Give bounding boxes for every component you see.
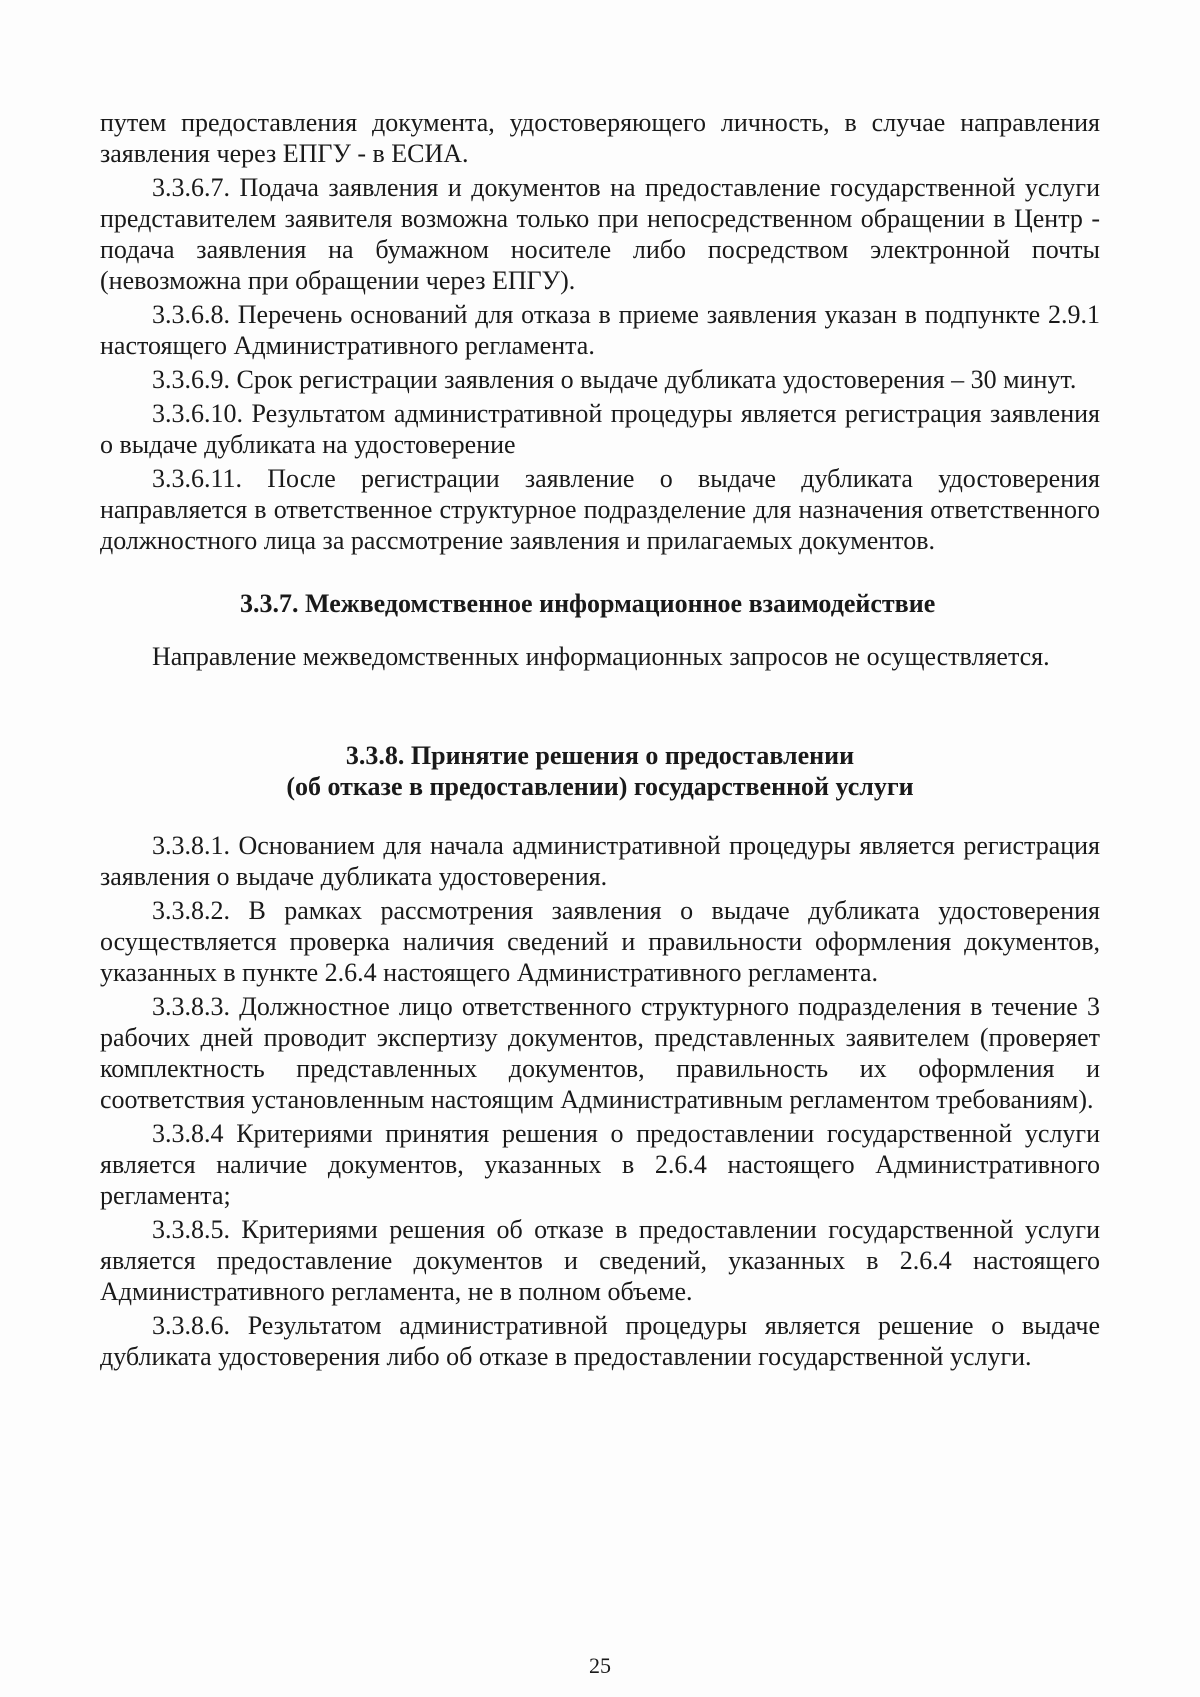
page-number: 25 [589, 1653, 611, 1678]
paragraph-3-3-6-10: 3.3.6.10. Результатом административной процедуры является регистрация заявления о выдаче дубликата на удостоверение [100, 399, 1100, 459]
section-heading-3-3-8 [100, 740, 1100, 802]
paragraph-3-3-6-9: 3.3.6.9. Срок регистрации заявления о выдаче дубликата удостоверения – 30 минут. [152, 365, 1077, 394]
paragraph-3-3-8-4: 3.3.8.4 Критериями принятия решения о предоставлении государственной услуги является наличие документов, указанных в 2.6.4 настоящего Административного регламента; [100, 1119, 1100, 1210]
page-content [100, 107, 1100, 1372]
paragraph-3-3-8-2: 3.3.8.2. В рамках рассмотрения заявления о выдаче дубликата удостоверения осуществляется проверка наличия сведений и правильности оформления документов, указанных в пункте 2.6.4 настоящего Административного регламента. [100, 896, 1100, 987]
paragraph-continuation: путем предоставления документа, удостоверяющего личность, в случае направления заявления через ЕПГУ - в ЕСИА. [100, 108, 1100, 168]
paragraph-3-3-6-11: 3.3.6.11. После регистрации заявление о выдаче дубликата удостоверения направляется в ответственное структурное подразделение для назначения ответственного должностного лица за рассмотрение заявления и прилагаемых документов. [100, 464, 1100, 555]
paragraph-3-3-7: Направление межведомственных информационных запросов не осуществляется. [152, 642, 1050, 671]
section-heading-3-3-8-line2: (об отказе в предоставлении) государственной услуги [286, 772, 914, 801]
paragraph-3-3-8-3: 3.3.8.3. Должностное лицо ответственного структурного подразделения в течение 3 рабочих дней проводит экспертизу документов, представленных заявителем (проверяет комплектность представленных документов, правильность их оформления и соответствия установленным настоящим Административным регламентом требованиям). [100, 992, 1100, 1114]
paragraph-3-3-8-1: 3.3.8.1. Основанием для начала административной процедуры является регистрация заявления о выдаче дубликата удостоверения. [100, 831, 1100, 891]
paragraph-3-3-8-6: 3.3.8.6. Результатом административной процедуры является решение о выдаче дубликата удостоверения либо об отказе в предоставлении государственной услуги. [100, 1311, 1100, 1371]
paragraph-3-3-6-7: 3.3.6.7. Подача заявления и документов на предоставление государственной услуги представителем заявителя возможна только при непосредственном обращении в Центр - подача заявления на бумажном носителе либо посредством электронной почты (невозможна при обращении через ЕПГУ). [100, 173, 1100, 295]
paragraph-3-3-6-8: 3.3.6.8. Перечень оснований для отказа в приеме заявления указан в подпункте 2.9.1 настоящего Административного регламента. [100, 300, 1100, 360]
section-heading-3-3-7: 3.3.7. Межведомственное информационное взаимодействие [240, 589, 936, 618]
section-heading-3-3-8-line1: 3.3.8. Принятие решения о предоставлении [345, 741, 855, 770]
paragraph-3-3-8-5: 3.3.8.5. Критериями решения об отказе в предоставлении государственной услуги является предоставление документов и сведений, указанных в 2.6.4 настоящего Административного регламента, не в полном объеме. [100, 1215, 1100, 1306]
